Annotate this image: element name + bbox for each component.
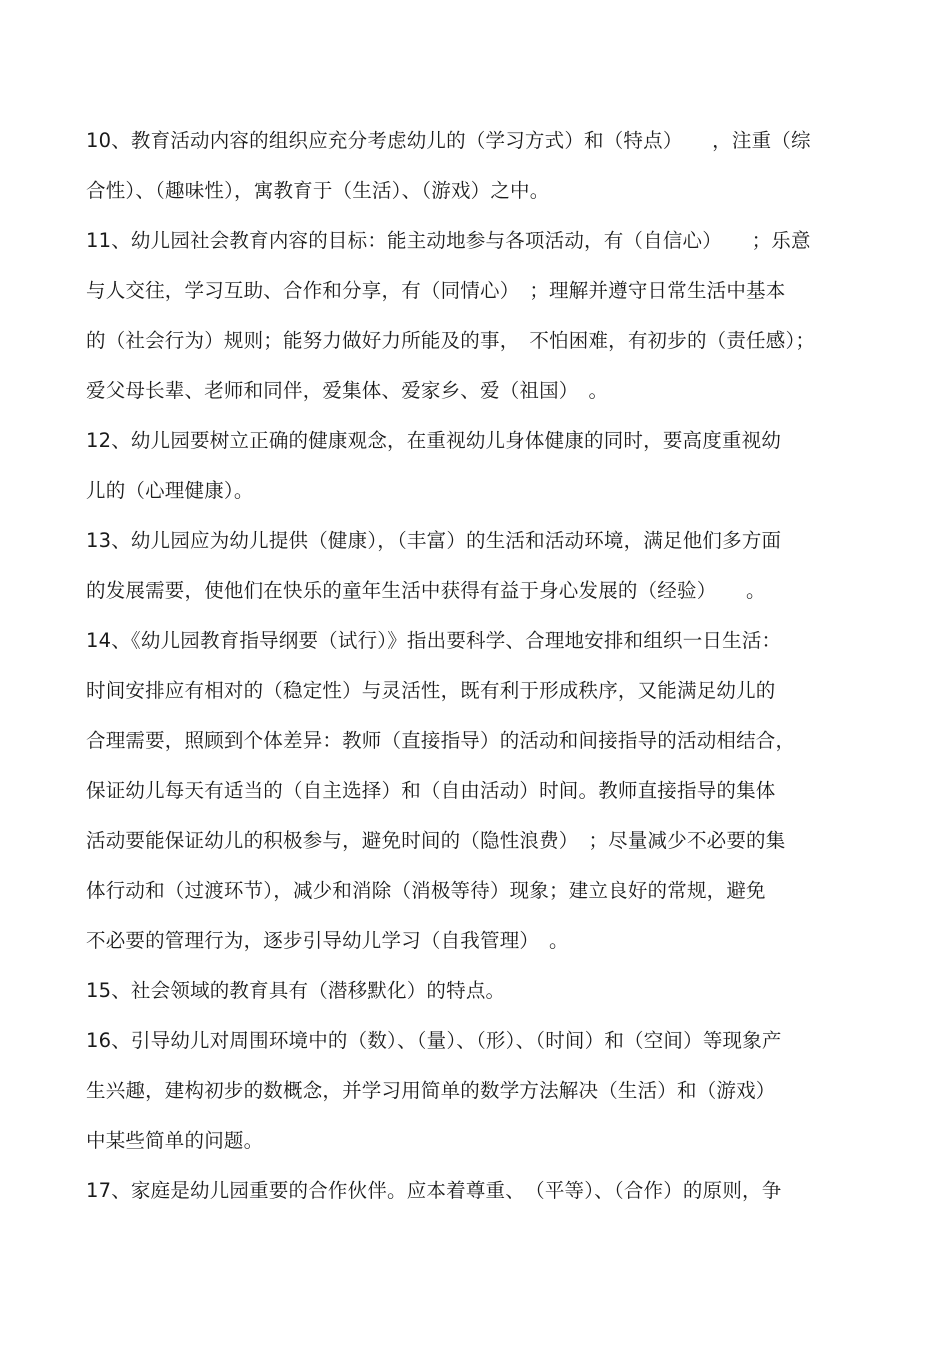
text-line: 的发展需要，使他们在快乐的童年生活中获得有益于身心发展的（经验） 。 — [86, 579, 766, 602]
text-line: 生兴趣，建构初步的数概念，并学习用简单的数学方法解决（生活）和（游戏） — [86, 1079, 776, 1102]
text-line: 16、引导幼儿对周围环境中的（数）、（量）、（形）、（时间）和（空间）等现象产 — [86, 1029, 782, 1052]
text-line: 爱父母长辈、老师和同伴，爱集体、爱家乡、爱（祖国） 。 — [86, 379, 609, 402]
text-line: 合性）、（趣味性），寓教育于（生活）、（游戏）之中。 — [86, 179, 550, 202]
text-line: 时间安排应有相对的（稳定性）与灵活性，既有利于形成秩序，又能满足幼儿的 — [86, 679, 776, 702]
text-line: 体行动和（过渡环节），减少和消除（消极等待）现象；建立良好的常规，避免 — [86, 879, 766, 902]
text-line: 17、家庭是幼儿园重要的合作伙伴。应本着尊重、 （平等）、（合作）的原则，争 — [86, 1179, 782, 1202]
text-line: 10、教育活动内容的组织应充分考虑幼儿的（学习方式）和（特点） ，注重（综 — [86, 129, 811, 152]
text-line: 不必要的管理行为，逐步引导幼儿学习（自我管理） 。 — [86, 929, 569, 952]
text-line: 合理需要，照顾到个体差异：教师（直接指导）的活动和间接指导的活动相结合， — [86, 729, 796, 752]
text-line: 的（社会行为）规则；能努力做好力所能及的事， 不怕困难，有初步的（责任感）； — [86, 329, 816, 352]
text-line: 中某些简单的问题。 — [86, 1129, 264, 1152]
text-line: 15、社会领域的教育具有（潜移默化）的特点。 — [86, 979, 506, 1002]
text-line: 保证幼儿每天有适当的（自主选择）和（自由活动）时间。教师直接指导的集体 — [86, 779, 776, 802]
text-line: 与人交往，学习互助、合作和分享，有（同情心） ；理解并遵守日常生活中基本 — [86, 279, 786, 302]
text-line: 11、幼儿园社会教育内容的目标：能主动地参与各项活动，有（自信心） ；乐意 — [86, 229, 811, 252]
text-line: 活动要能保证幼儿的积极参与，避免时间的（隐性浪费） ；尽量减少不必要的集 — [86, 829, 786, 852]
text-line: 14、《幼儿园教育指导纲要（试行）》指出要科学、合理地安排和组织一日生活： — [86, 629, 782, 652]
text-line: 13、幼儿园应为幼儿提供（健康），（丰富）的生活和活动环境，满足他们多方面 — [86, 529, 782, 552]
text-line: 儿的（心理健康）。 — [86, 479, 254, 502]
text-line: 12、幼儿园要树立正确的健康观念，在重视幼儿身体健康的同时，要高度重视幼 — [86, 429, 782, 452]
